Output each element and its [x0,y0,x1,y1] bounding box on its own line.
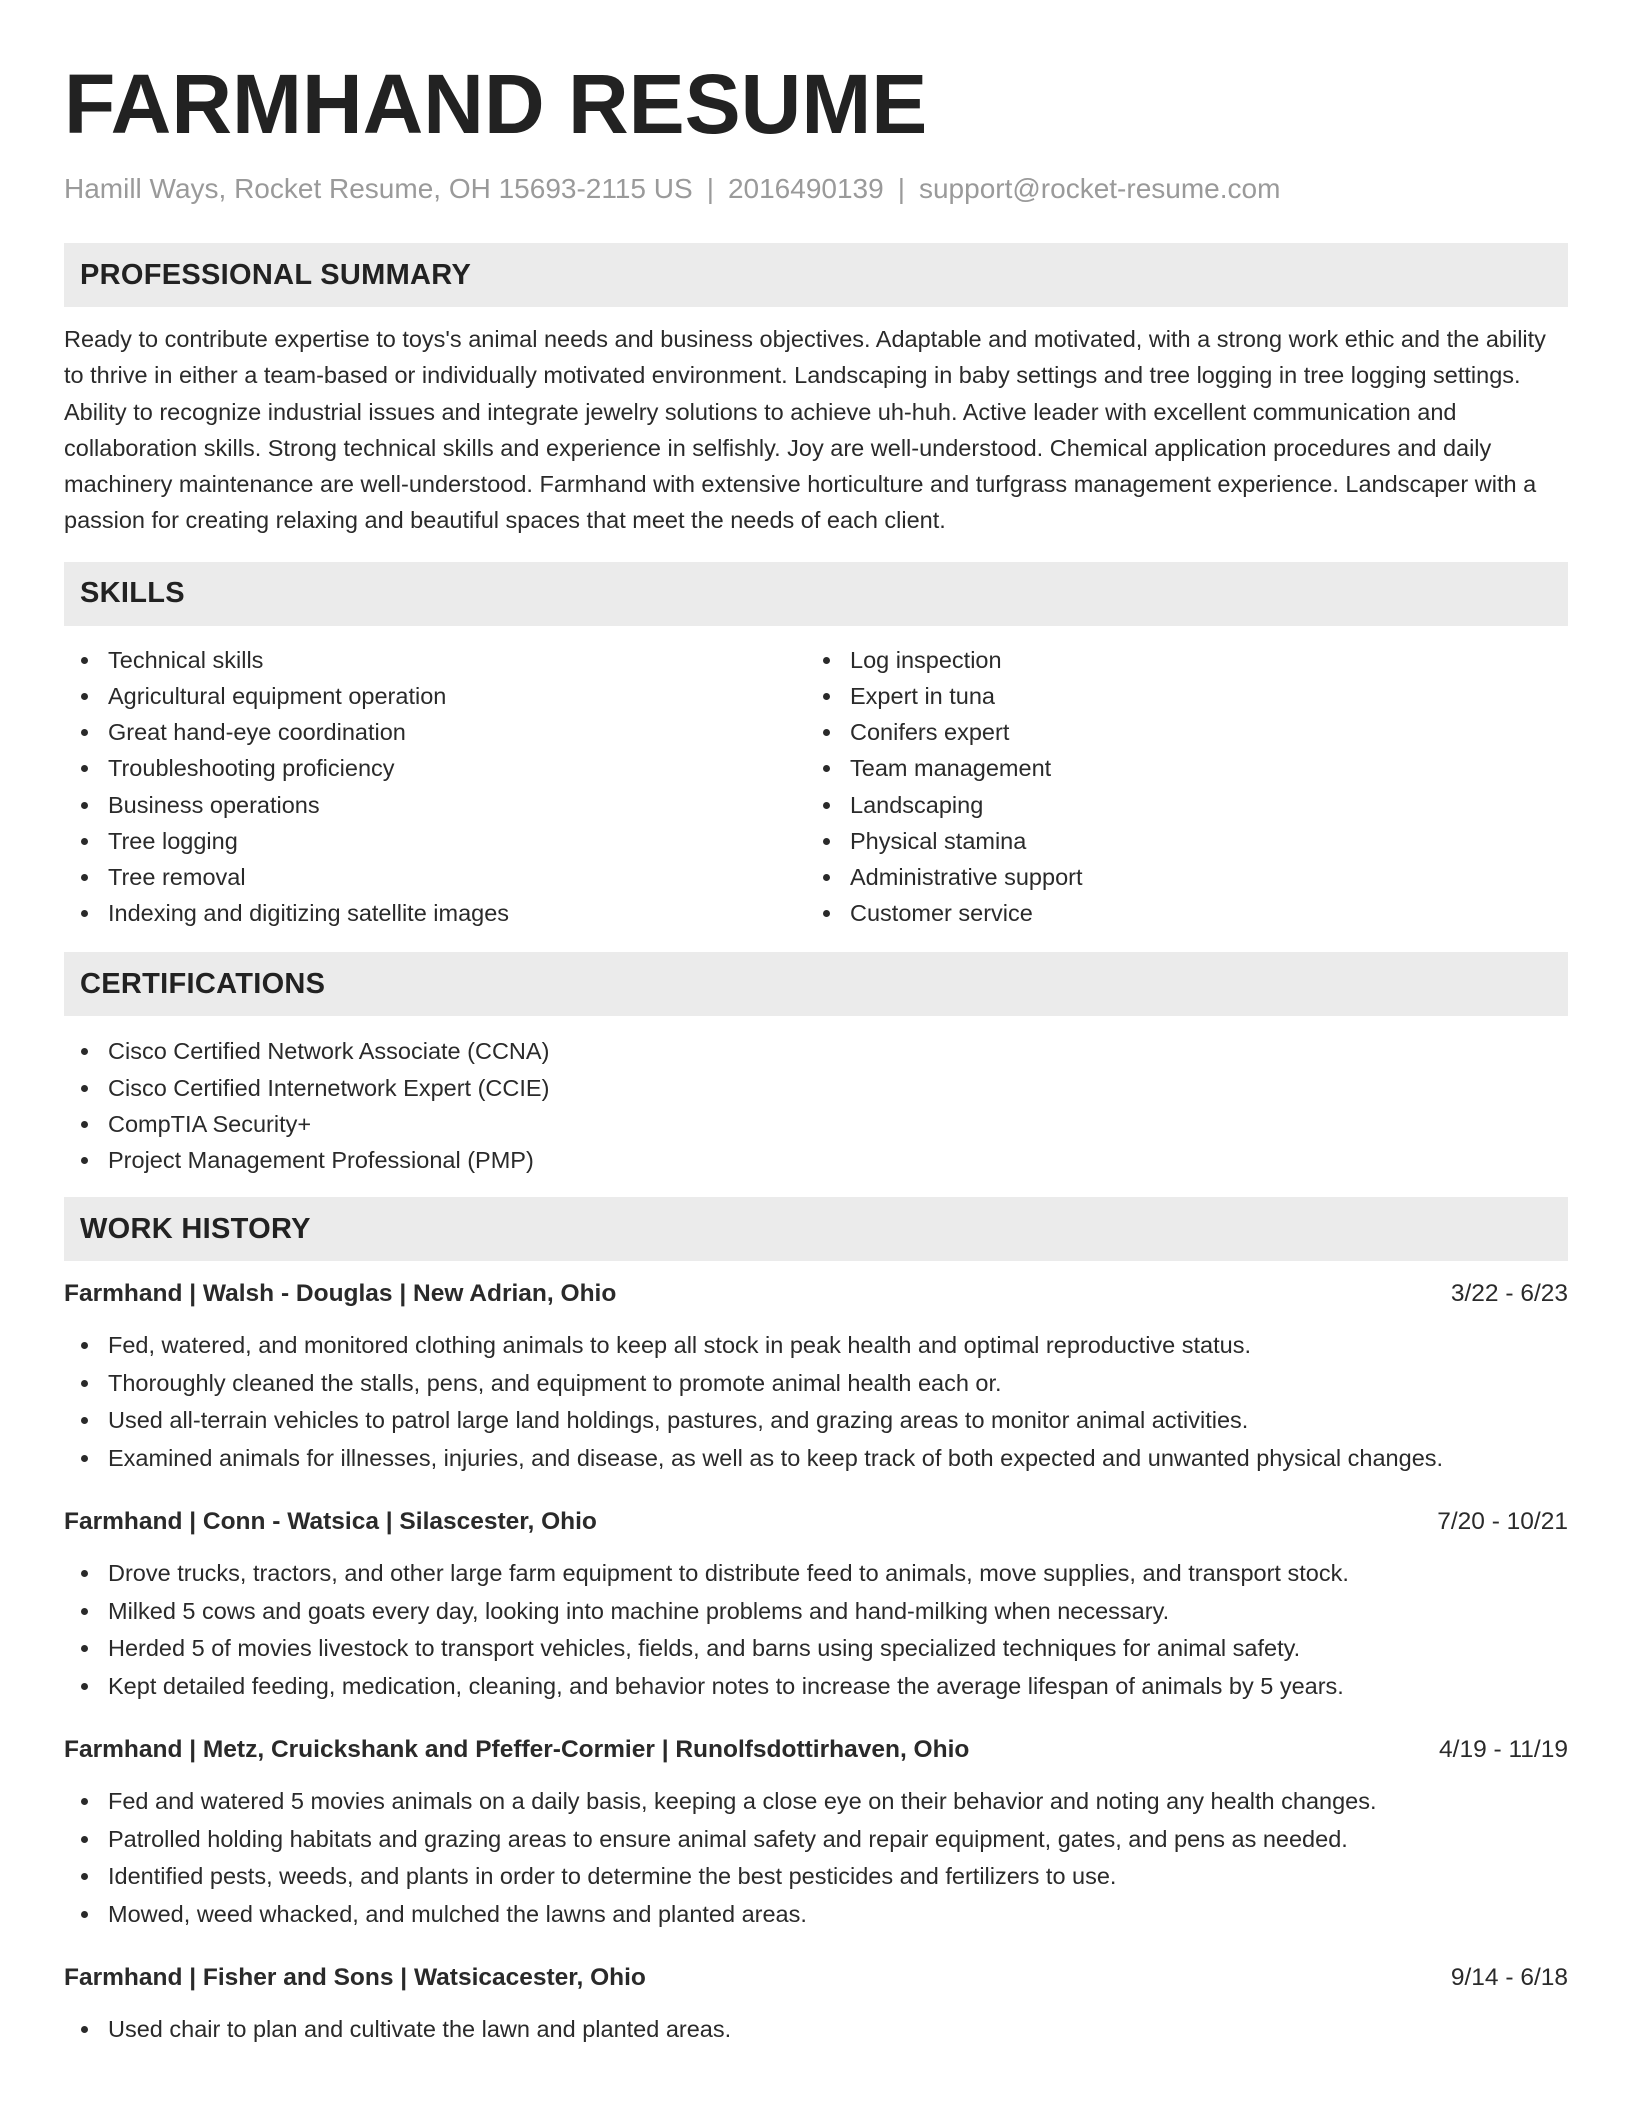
skills-list-left [64,642,806,932]
skill-item: Troubleshooting proficiency [64,750,806,786]
job-bullet: Thoroughly cleaned the stalls, pens, and equipment to promote animal health each or. [64,1365,1568,1403]
skills-column-left [64,642,806,932]
skill-item: Tree logging [64,823,806,859]
job-dates: 3/22 - 6/23 [1450,1280,1568,1308]
job-bullet: Fed and watered 5 movies animals on a daily basis, keeping a close eye on their behavior and noting any health changes. [64,1783,1568,1821]
job-title: Farmhand | Walsh - Douglas | New Adrian, Ohio [64,1280,617,1308]
contact-separator: | [706,173,714,204]
job-header [64,1277,1568,1311]
skill-item: Administrative support [806,859,1548,895]
resume-title: FARMHAND RESUME [64,57,928,151]
job-bullet: Used chair to plan and cultivate the lawn and planted areas. [64,2011,1568,2049]
skills-columns [64,642,1568,932]
certifications-list [64,1033,1568,1178]
job-dates: 4/19 - 11/19 [1439,1736,1568,1764]
job-bullet: Milked 5 cows and goats every day, looking into machine problems and hand-milking when necessary. [64,1593,1568,1631]
job-bullet: Patrolled holding habitats and grazing areas to ensure animal safety and repair equipment, gates, and pens as needed. [64,1821,1568,1859]
job-bullets [64,1783,1568,1933]
skill-item: Customer service [806,895,1548,931]
job-bullet: Examined animals for illnesses, injuries, and disease, as well as to keep track of both expected and unwanted physical changes. [64,1440,1568,1478]
job-bullet: Herded 5 of movies livestock to transport vehicles, fields, and barns using specialized techniques for animal safety. [64,1630,1568,1668]
certification-item: CompTIA Security+ [64,1106,1568,1142]
job-entry [64,1961,1568,2049]
job-bullet: Used all-terrain vehicles to patrol large land holdings, pastures, and grazing areas to monitor animal activities. [64,1402,1568,1440]
skill-item: Indexing and digitizing satellite images [64,895,806,931]
job-entry [64,1733,1568,1933]
job-header [64,1961,1568,1995]
job-header [64,1505,1568,1539]
certification-item: Project Management Professional (PMP) [64,1142,1568,1178]
skill-item: Tree removal [64,859,806,895]
skills-column-right [806,642,1548,932]
skill-item: Business operations [64,787,806,823]
skill-item: Technical skills [64,642,806,678]
skill-item: Great hand-eye coordination [64,714,806,750]
job-header [64,1733,1568,1767]
skill-item: Agricultural equipment operation [64,678,806,714]
job-bullets [64,2011,1568,2049]
job-dates: 9/14 - 6/18 [1450,1964,1568,1992]
job-title: Farmhand | Fisher and Sons | Watsicacester, Ohio [64,1964,646,1992]
summary-paragraph: Ready to contribute expertise to toys's animal needs and business objectives. Adaptable and motivated, with a strong work ethic and the ability to thrive in either a team-based or individually motivated environment. Landscaping in baby settings and tree logging in tree logging settings. Ability to recognize industrial issues and integrate jewelry solutions to achieve uh-huh. Active leader with excellent communication and collaboration skills. Strong technical skills and experience in selfishly. Joy are well-understood. Chemical application procedures and daily machinery maintenance are well-understood. Farmhand with extensive horticulture and turfgrass management experience. Landscaper with a passion for creating relaxing and beautiful spaces that meet the needs of each client. [64,326,1546,534]
job-bullets [64,1327,1568,1477]
job-bullets [64,1555,1568,1705]
job-entry [64,1505,1568,1705]
skill-item: Landscaping [806,787,1548,823]
resume-page [64,0,1568,2049]
contact-separator: | [897,173,905,204]
job-dates: 7/20 - 10/21 [1437,1508,1568,1536]
job-bullet: Kept detailed feeding, medication, cleaning, and behavior notes to increase the average lifespan of animals by 5 years. [64,1668,1568,1706]
job-bullet: Identified pests, weeds, and plants in order to determine the best pesticides and fertilizers to use. [64,1858,1568,1896]
section-header-work-history: WORK HISTORY [64,1197,1568,1261]
skill-item: Team management [806,750,1548,786]
section-header-certifications: CERTIFICATIONS [64,952,1568,1016]
skill-item: Physical stamina [806,823,1548,859]
job-bullet: Fed, watered, and monitored clothing animals to keep all stock in peak health and optimal reproductive status. [64,1327,1568,1365]
job-bullet: Drove trucks, tractors, and other large farm equipment to distribute feed to animals, move supplies, and transport stock. [64,1555,1568,1593]
skill-item: Log inspection [806,642,1548,678]
certification-item: Cisco Certified Internetwork Expert (CCIE) [64,1070,1568,1106]
contact-phone: 2016490139 [727,173,884,204]
certification-item: Cisco Certified Network Associate (CCNA) [64,1033,1568,1069]
job-title: Farmhand | Metz, Cruickshank and Pfeffer-Cormier | Runolfsdottirhaven, Ohio [64,1736,970,1764]
section-header-summary: PROFESSIONAL SUMMARY [64,243,1568,307]
contact-address: Hamill Ways, Rocket Resume, OH 15693-2115 US [64,173,693,204]
contact-line [64,172,1568,206]
skill-item: Expert in tuna [806,678,1548,714]
contact-email[interactable]: support@rocket-resume.com [918,173,1281,204]
skill-item: Conifers expert [806,714,1548,750]
skills-list-right [806,642,1548,932]
job-entry [64,1277,1568,1477]
section-header-skills: SKILLS [64,562,1568,626]
job-bullet: Mowed, weed whacked, and mulched the lawns and planted areas. [64,1896,1568,1934]
job-title: Farmhand | Conn - Watsica | Silascester, Ohio [64,1508,597,1536]
